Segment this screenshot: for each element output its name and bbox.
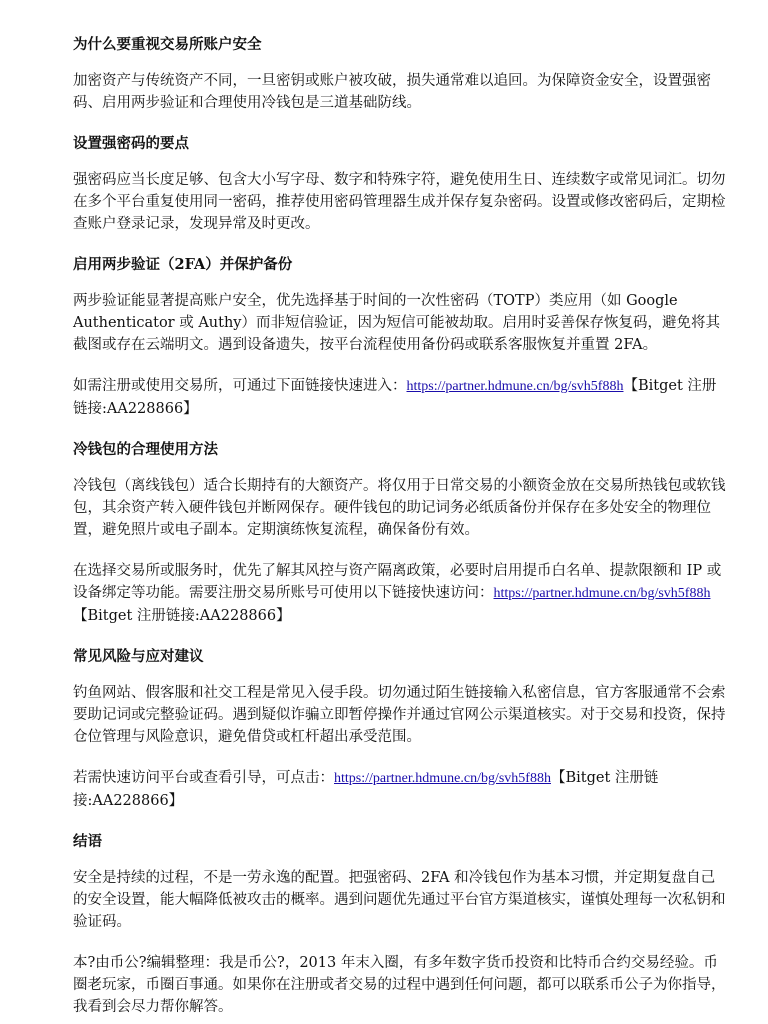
link-paragraph — [73, 560, 728, 627]
section-heading: 结语 — [73, 833, 102, 850]
paragraph: 冷钱包（离线钱包）适合长期持有的大额资产。将仅用于日常交易的小额资金放在交易所热钱包或软钱包，其余资产转入硬件钱包并断网保存。硬件钱包的助记词务必纸质备份并保存在多处安全的物理位置，避免照片或电子副本。定期演练恢复流程，确保备份有效。 — [73, 478, 726, 538]
section-heading: 启用两步验证（2FA）并保护备份 — [73, 256, 293, 273]
author-paragraph: 本?由币公?编辑整理：我是币公?，2013 年末入圈，有多年数字货币投资和比特币合约交易经验。币圈老玩家，币圈百事通。如果你在注册或者交易的过程中遇到任何问题，都可以联系币公子为你指导，我看到会尽力帮你解答。 — [73, 955, 726, 1015]
paragraph: 安全是持续的过程，不是一劳永逸的配置。把强密码、2FA 和冷钱包作为基本习惯，并定期复盘自己的安全设置，能大幅降低被攻击的概率。遇到问题优先通过平台官方渠道核实，谨慎处理每一次私钥和验证码。 — [73, 870, 726, 930]
link-paragraph-suffix: 【Bitget 注册链接:AA228866】 — [73, 770, 659, 809]
link-paragraph-prefix: 若需快速访问平台或查看引导，可点击： — [73, 770, 334, 786]
link-paragraph-prefix: 在选择交易所或服务时，优先了解其风控与资产隔离政策，必要时启用提币白名单、提款限额和 IP 或设备绑定等功能。需要注册交易所账号可使用以下链接快速访问： — [73, 563, 722, 601]
link-paragraph-suffix: 【Bitget 注册链接:AA228866】 — [73, 378, 717, 417]
partner-link[interactable]: https://partner.hdmune.cn/bg/svh5f88h — [406, 379, 624, 394]
link-paragraph-prefix: 如需注册或使用交易所，可通过下面链接快速进入： — [73, 378, 407, 394]
partner-link[interactable]: https://partner.hdmune.cn/bg/svh5f88h — [334, 771, 551, 786]
paragraph: 两步验证能显著提高账户安全，优先选择基于时间的一次性密码（TOTP）类应用（如 Google Authenticator 或 Authy）而非短信验证，因为短信可能被劫取。启用时妥善保存恢复码，避免将其截图或存在云端明文。遇到设备遗失，按平台流程使用备份码或联系客服恢复并重置 2FA。 — [73, 293, 720, 353]
link-paragraph — [73, 767, 728, 812]
section-heading: 为什么要重视交易所账户安全 — [73, 36, 262, 53]
paragraph: 加密资产与传统资产不同，一旦密钥或账户被攻破，损失通常难以追回。为保障资金安全，设置强密码、启用两步验证和合理使用冷钱包是三道基础防线。 — [73, 73, 711, 111]
link-paragraph-suffix: 【Bitget 注册链接:AA228866】 — [73, 608, 291, 624]
partner-link[interactable]: https://partner.hdmune.cn/bg/svh5f88h — [493, 586, 711, 601]
section-heading: 设置强密码的要点 — [73, 135, 189, 152]
link-paragraph — [73, 375, 728, 420]
paragraph: 强密码应当长度足够、包含大小写字母、数字和特殊字符，避免使用生日、连续数字或常见词汇。切勿在多个平台重复使用同一密码，推荐使用密码管理器生成并保存复杂密码。设置或修改密码后，定期检查账户登录记录，发现异常及时更改。 — [73, 172, 726, 232]
paragraph: 钓鱼网站、假客服和社交工程是常见入侵手段。切勿通过陌生链接输入私密信息，官方客服通常不会索要助记词或完整验证码。遇到疑似诈骗立即暂停操作并通过官网公示渠道核实。对于交易和投资，保持仓位管理与风险意识，避免借贷或杠杆超出承受范围。 — [73, 685, 726, 745]
section-heading: 常见风险与应对建议 — [73, 648, 204, 665]
section-heading: 冷钱包的合理使用方法 — [73, 441, 218, 458]
